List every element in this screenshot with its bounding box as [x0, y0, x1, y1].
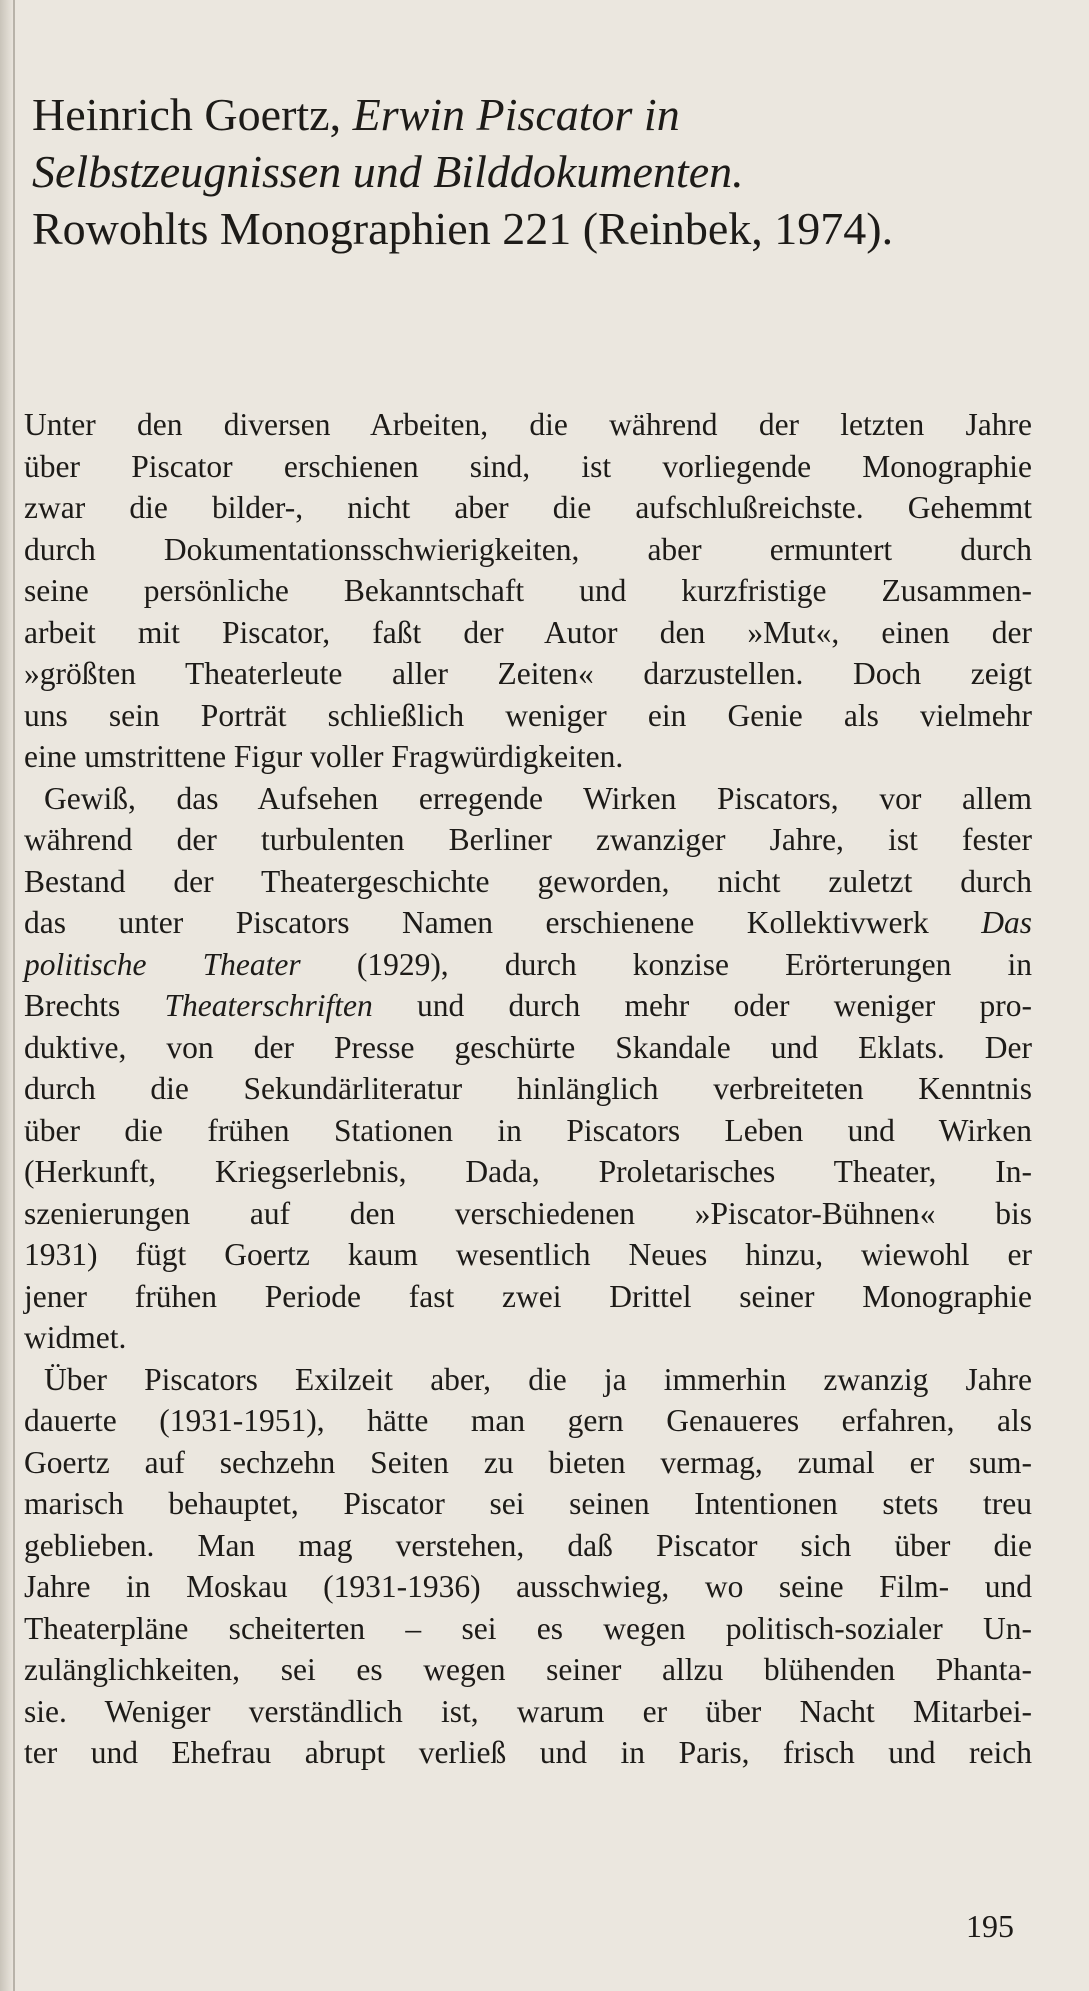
italic-title: politische Theater — [24, 946, 301, 982]
text-line: sie. Weniger verständlich ist, warum er über Nacht Mitarbei- — [24, 1693, 1032, 1729]
text-line — [24, 985, 1032, 1027]
text-line: geblieben. Man mag verstehen, daß Piscator sich über die — [24, 1527, 1032, 1563]
text-line: dauerte (1931-1951), hätte man gern Genaueres erfahren, als — [24, 1403, 1032, 1438]
text-line: zulänglichkeiten, sei es wegen seiner allzu blühenden Phanta- — [24, 1652, 1032, 1687]
text-line: marisch behauptet, Piscator sei seinen Intentionen stets treu — [24, 1486, 1032, 1521]
text-line — [24, 902, 1032, 944]
text-line: jener frühen Periode fast zwei Drittel seiner Monographie — [24, 1278, 1032, 1314]
text-line: Bestand der Theatergeschichte geworden, nicht zuletzt durch — [24, 863, 1032, 899]
heading-line-2 — [32, 143, 1032, 200]
text-line: »größten Theaterleute aller Zeiten« darzustellen. Doch zeigt — [24, 656, 1032, 691]
author-name: Heinrich Goertz, — [32, 89, 353, 140]
text-line: szenierungen auf den verschiedenen »Piscator-Bühnen« bis — [24, 1195, 1032, 1231]
text-line: Über Piscators Exilzeit aber, die ja immerhin zwanzig Jahre — [44, 1361, 1032, 1397]
italic-title: Das — [981, 905, 1032, 940]
book-title-part-2: Selbstzeugnissen und Bilddokumenten. — [32, 146, 744, 197]
text-line — [24, 944, 1032, 986]
text-line: seine persönliche Bekanntschaft und kurzfristige Zusammen- — [24, 573, 1032, 608]
text-line: Gewiß, das Aufsehen erregende Wirken Piscators, vor allem — [44, 780, 1032, 816]
text-line: eine umstrittene Figur voller Fragwürdigkeiten. — [24, 739, 624, 774]
text-segment: Brechts — [24, 988, 165, 1023]
heading-line-3: Rowohlts Monographien 221 (Reinbek, 1974). — [32, 203, 894, 254]
text-line: Theaterpläne scheiterten – sei es wegen politisch-sozialer Un- — [24, 1610, 1032, 1646]
text-line: arbeit mit Piscator, faßt der Autor den »Mut«, einen der — [24, 614, 1032, 650]
binding-gutter — [0, 0, 14, 1991]
text-line: ter und Ehefrau abrupt verließ und in Paris, frisch und reich — [24, 1735, 1032, 1770]
italic-title: Theaterschriften — [164, 988, 373, 1023]
review-body — [24, 404, 1032, 1774]
text-line: Jahre in Moskau (1931-1936) ausschwieg, wo seine Film- und — [24, 1569, 1032, 1604]
text-line: zwar die bilder-, nicht aber die aufschlußreichste. Gehemmt — [24, 490, 1032, 525]
text-line: (Herkunft, Kriegserlebnis, Dada, Proletarisches Theater, In- — [24, 1154, 1032, 1189]
text-line: über die frühen Stationen in Piscators Leben und Wirken — [24, 1112, 1032, 1148]
text-segment: das unter Piscators Namen erschienene Kollektivwerk — [24, 905, 982, 940]
text-line: über Piscator erschienen sind, ist vorliegende Monographie — [24, 448, 1032, 484]
binding-edge-line — [13, 0, 15, 1991]
text-line: durch Dokumentationsschwierigkeiten, aber ermuntert durch — [24, 531, 1032, 567]
book-title-part-1: Erwin Piscator in — [352, 89, 680, 140]
heading-line-1 — [32, 86, 1032, 143]
text-line: während der turbulenten Berliner zwanziger Jahre, ist fester — [24, 822, 1032, 857]
text-line: Goertz auf sechzehn Seiten zu bieten vermag, zumal er sum- — [24, 1444, 1032, 1480]
text-line: 1931) fügt Goertz kaum wesentlich Neues hinzu, wiewohl er — [24, 1237, 1032, 1272]
text-line: duktive, von der Presse geschürte Skandale und Eklats. Der — [24, 1029, 1032, 1065]
citation-heading — [32, 86, 1032, 257]
text-line: durch die Sekundärliteratur hinlänglich verbreiteten Kenntnis — [24, 1071, 1032, 1106]
text-line: widmet. — [24, 1320, 127, 1355]
text-line: uns sein Porträt schließlich weniger ein Genie als vielmehr — [24, 697, 1032, 733]
text-segment: und durch mehr oder weniger pro- — [372, 988, 1032, 1023]
page-number: 195 — [966, 1908, 1014, 1944]
text-segment: (1929), durch konzise Erörterungen in — [300, 946, 1032, 982]
text-line: Unter den diversen Arbeiten, die während der letzten Jahre — [24, 407, 1032, 442]
